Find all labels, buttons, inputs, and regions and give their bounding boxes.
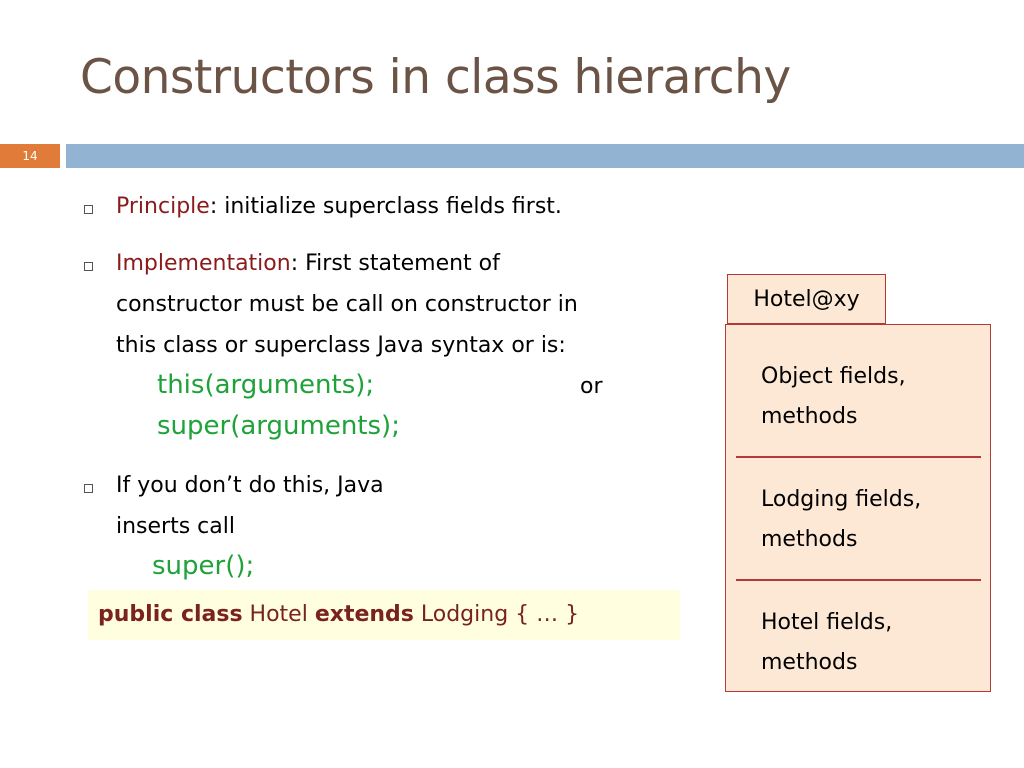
section-line: Lodging fields, [761, 487, 922, 512]
class-declaration [88, 590, 680, 640]
code-this-arguments: this(arguments); [157, 370, 375, 400]
bullet-implementation [116, 251, 500, 276]
slide-title: Constructors in class hierarchy [80, 50, 791, 105]
decl-superclass: Lodging { … } [413, 602, 580, 627]
header-bar [66, 144, 1024, 168]
bullet-principle [116, 194, 562, 219]
bullet-square-icon [84, 205, 93, 214]
hotel-section [761, 603, 892, 683]
slide-number: 14 [0, 144, 60, 168]
implementation-line1: First statement of [298, 251, 500, 276]
section-line: Object fields, [761, 364, 906, 389]
bullet-default-line1: If you don’t do this, Java [116, 473, 384, 498]
or-word: or [580, 374, 603, 399]
section-divider [736, 456, 981, 458]
implementation-line2: constructor must be call on constructor in [116, 292, 578, 317]
object-tag: Hotel@xy [727, 274, 886, 324]
decl-keyword-extends: extends [314, 602, 414, 627]
lodging-section [761, 480, 921, 560]
object-box [725, 324, 991, 692]
object-section [761, 357, 906, 437]
decl-class-name: Hotel [242, 602, 315, 627]
code-super-arguments: super(arguments); [157, 411, 400, 441]
implementation-line3: this class or superclass Java syntax or is: [116, 333, 566, 358]
implementation-label: Implementation [116, 251, 291, 276]
section-line: methods [761, 527, 858, 552]
principle-label: Principle [116, 194, 210, 219]
principle-text: initialize superclass fields first. [217, 194, 562, 219]
principle-colon: : [209, 194, 218, 219]
code-super-call: super(); [152, 551, 255, 581]
section-line: methods [761, 404, 858, 429]
section-line: Hotel fields, [761, 610, 893, 635]
bullet-square-icon [84, 262, 93, 271]
decl-keyword-public-class: public class [98, 602, 243, 627]
bullet-default-line2: inserts call [116, 514, 235, 539]
section-divider [736, 579, 981, 581]
implementation-colon: : [290, 251, 299, 276]
section-line: methods [761, 650, 858, 675]
bullet-square-icon [84, 484, 93, 493]
